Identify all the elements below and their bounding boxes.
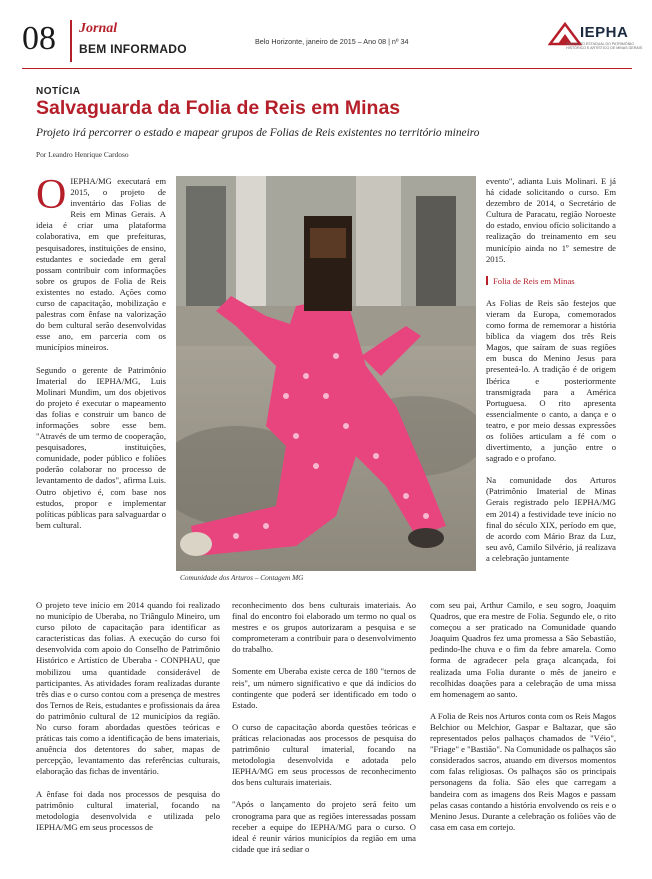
column-bottom-left bbox=[36, 600, 220, 844]
photo-caption: Comunidade dos Arturos – Contagem MG bbox=[180, 573, 304, 582]
newsletter-name: BEM INFORMADO bbox=[79, 42, 187, 56]
journal-label: Jornal bbox=[79, 21, 118, 36]
paragraph: Segundo o gerente de Patrimônio Imaterial do IEPHA/MG, Luis Molinari Mundim, um dos objetivos do projeto é executar o mapeamento das folias e construir um banco de informações sobre esse bem. "Através de um termo de cooperação, pesquisadores, instituições, comunidade, poder público e foliões poderão colaborar no processo de levantamento de dados", afirma Luis. Outro objetivo é, com base nos estudos, propor e implementar políticas públicas para salvaguardar o bem cultural. bbox=[36, 364, 166, 530]
subsection-label: Folia de Reis em Minas bbox=[493, 275, 575, 286]
article-subtitle: Projeto irá percorrer o estado e mapear grupos de Folias de Reis existentes no território mineiro bbox=[36, 127, 480, 139]
column-right bbox=[486, 176, 616, 575]
header-rule bbox=[22, 68, 632, 69]
paragraph: O projeto teve início em 2014 quando foi realizado no município de Uberaba, no Triângulo Mineiro, um curso piloto de capacitação para identificar as características das folias. A execução do curso foi desenvolvida com apoio do Conselho de Patrimônio Histórico e Artístico de Uberaba - CONPHAU, que mobilizou uma quantidade considerável de participantes. As atividades foram realizadas durante três dias e o curso contou com a presença de mestres dos Ternos de Reis, estudantes e profissionais da área do patrimônio cultural de 12 municípios da região. No curso foram abordadas questões teóricas e práticas tais como a identificação de bens imateriais, anuência dos detentores do saber, mapas de percepção, levantamento das referências culturais, elaboração das fichas de inventário. bbox=[36, 600, 220, 777]
dateline: Belo Horizonte, janeiro de 2015 – Ano 08 | nº 34 bbox=[255, 37, 409, 46]
page-number: 08 bbox=[22, 20, 56, 57]
paragraph: Na comunidade dos Arturos (Patrimônio Imaterial de Minas Gerais registrado pelo IEPHA/MG em 2014) a festividade teve início no final do século XIX, período em que, de acordo com Mário Braz da Luz, seu avô, Camilo Silvério, já realizava a celebração juntamente bbox=[486, 475, 616, 563]
paragraph: IEPHA/MG executará em 2015, o projeto de inventário das Folias de Reis em Minas Gerais. A ideia é criar uma plataforma colaborativa, em que prefeituras, pesquisadores, instituições de ensino, estudantes e sociedade em geral possam contribuir com informações sobre os grupos de Folia de Reis existentes no estado. Ações como curso de capacitação, mobilização e palestras com ênfase na valorização do bem cultural serão desenvolvidas esse ano, em parceria com os municípios mineiros. bbox=[36, 176, 166, 353]
paragraph: O curso de capacitação aborda questões teóricas e práticas relacionadas aos processos de pesquisa do patrimônio cultural imaterial, focando na metodologia desenvolvida e adotada pelo IEPHA/MG em seus processos de reconhecimento dos bens culturais imateriais. bbox=[232, 721, 416, 788]
paragraph: A Folia de Reis nos Arturos conta com os Reis Magos Belchior ou Melchior, Gaspar e Baltazar, que são representados pelos palhaços chamados de "Véio", "Friage" e "Bastião". Na Comunidade os palhaços são considerados sacros, atuando em diversos momentos com falas religiosas. Os palhaços são os principais personagens da folia. São eles que carregam a bandeira com as imagens dos Reis Magos e passam pelas casas contando a história envolvendo os reis e o Menino Jesus. Durante a celebração os foliões vão de casa em casa em cortejo. bbox=[430, 710, 616, 832]
byline: Por Leandro Henrique Cardoso bbox=[36, 150, 129, 159]
paragraph: com seu pai, Arthur Camilo, e seu sogro, Joaquim Quadros, que era mestre de Folia. Segundo ele, o rito começou a ser praticado na Comunidade quando Joaquim Quadros fez uma promessa a São Sebastião, pedindo-lhe chuva e o fim da febre amarela. Como forma de agradecer pela graça alcançada, foi realizada uma Folia durante o mês de janeiro e recolhidas doações para a celebração de uma missa em homenagem ao santo. bbox=[430, 600, 616, 699]
folia-photo-image bbox=[176, 176, 476, 571]
column-left bbox=[36, 172, 166, 542]
paragraph: reconhecimento dos bens culturais imateriais. Ao final do encontro foi elaborado um termo no qual os mestres e os grupos autorizaram a pesquisa e se comprometeram a contribuir para o desenvolvimento do trabalho. bbox=[232, 600, 416, 655]
paragraph: Somente em Uberaba existe cerca de 180 "ternos de reis", um número significativo e que dá indícios do contingente que poderá ser identificado em todo o Estado. bbox=[232, 666, 416, 710]
article-title: Salvaguarda da Folia de Reis em Minas bbox=[36, 97, 401, 119]
header-divider bbox=[70, 20, 72, 62]
paragraph: As Folias de Reis são festejos que vieram da Europa, comemorados como forma de rememorar a história bíblica da viagem dos três Reis Magos, que saíram de suas regiões em busca do Menino Jesus para presenteá-lo. A tradição é de origem Ibérica e posteriormente transmigrada para a América Portuguesa. O rito apresenta essencialmente o canto, a dança e o teatro, e por meio dessas expressões os foliões articulam a fé com o divertimento, a junção entre o sagrado e o profano. bbox=[486, 297, 616, 464]
subsection-heading bbox=[486, 276, 616, 287]
iepha-logo-subtitle: INSTITUTO ESTADUAL DO PATRIMÔNIO HISTÓRICO E ARTÍSTICO DE MINAS GERAIS bbox=[566, 42, 643, 51]
paragraph: A ênfase foi dada nos processos de pesquisa do patrimônio cultural imaterial, focando na metodologia desenvolvida e utilizada pelo IEPHA/MG em seus processos de bbox=[36, 788, 220, 832]
paragraph: "Após o lançamento do projeto será feito um cronograma para que as regiões interessadas possam receber a equipe do IEPHA/MG para o curso. O ideal é reunir vários municípios da região em uma cidade que irá sediar o bbox=[232, 799, 416, 854]
iepha-logo-text: IEPHA bbox=[580, 24, 629, 41]
section-label: NOTÍCIA bbox=[36, 86, 81, 97]
paragraph: evento", adianta Luis Molinari. E já há cidade solicitando o curso. Em dezembro de 2014, o Secretário de Cultura de Paracatu, região Noroeste do estado, enviou ofício solicitando a realização do treinamento em seu município ainda no 1º semestre de 2015. bbox=[486, 176, 616, 264]
column-bottom-middle bbox=[232, 600, 416, 866]
subsection-bar bbox=[486, 276, 488, 285]
article-photo bbox=[176, 176, 476, 571]
drop-cap: O bbox=[36, 172, 67, 218]
column-bottom-right bbox=[430, 600, 616, 844]
